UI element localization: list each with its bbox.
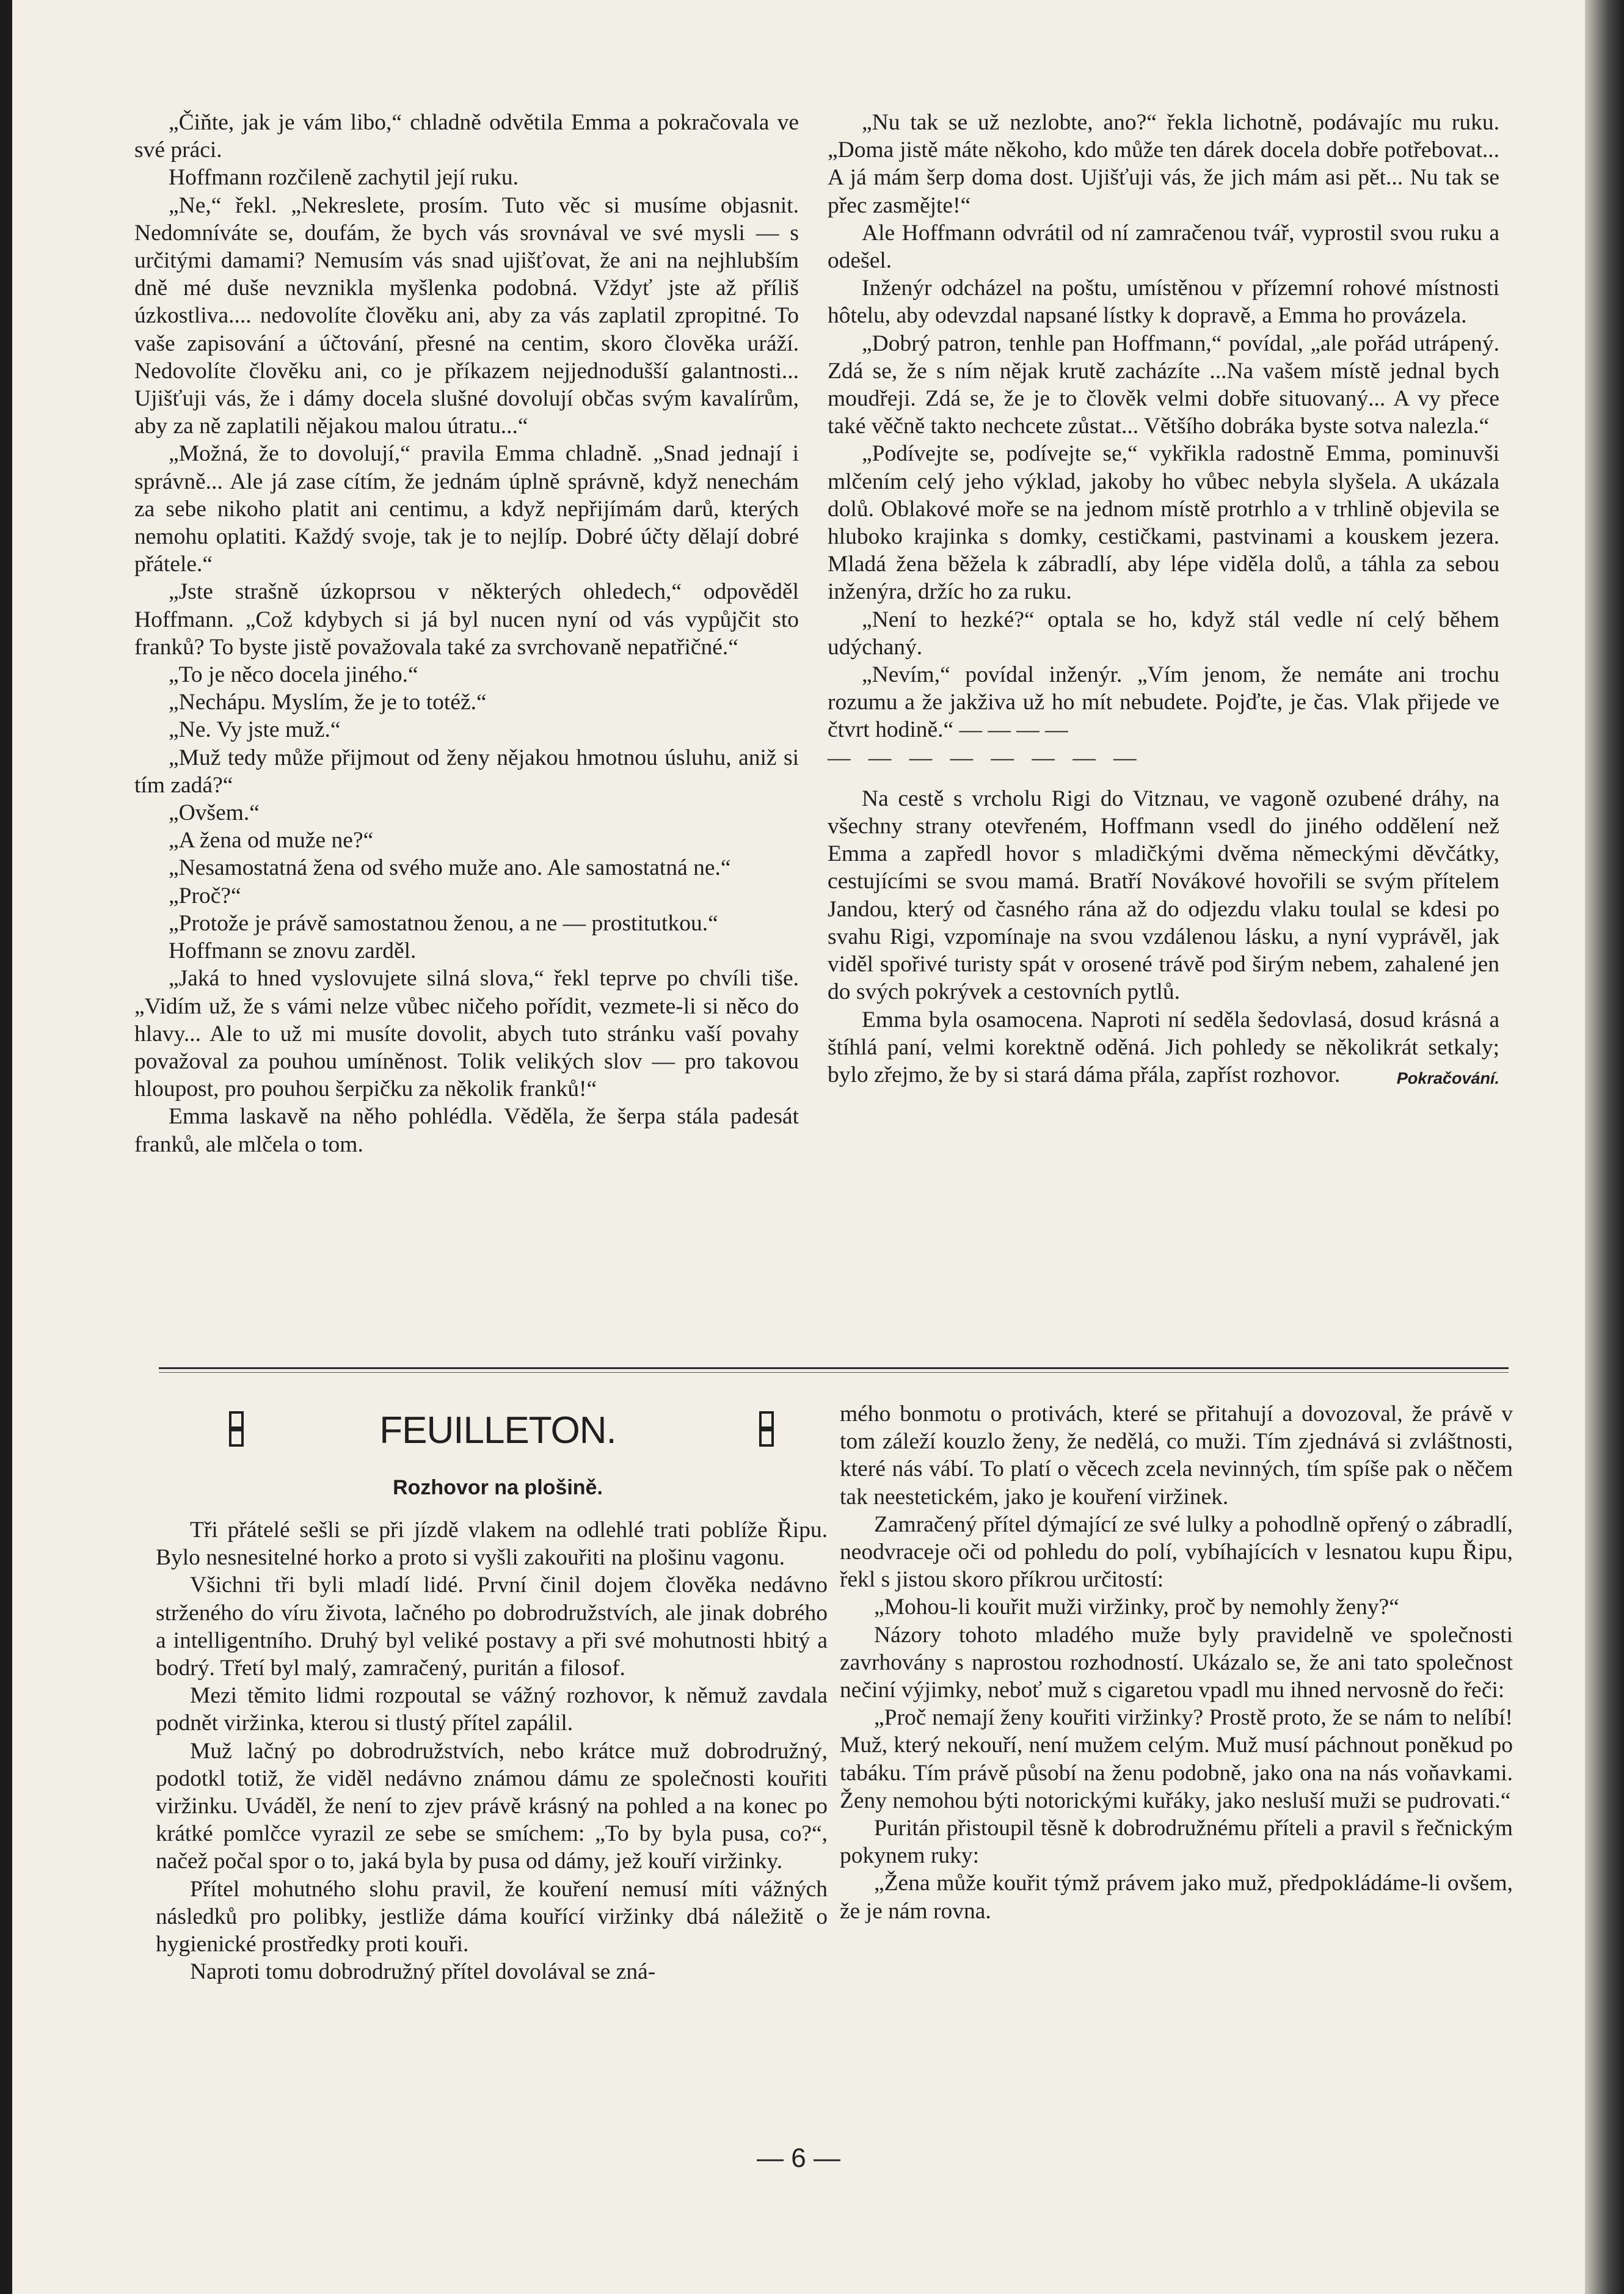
paragraph: „Jste strašně úzkoprsou v některých ohledech,“ odpověděl Hoffmann. „Což kdybych si já byl nucen nyní od vás vypůjčit sto franků? To byste jistě považovala také za svrchovaně nepatřičné.“ bbox=[134, 579, 799, 660]
section-divider bbox=[159, 1367, 1509, 1369]
feuilleton-header bbox=[217, 1405, 779, 1460]
paragraph: Puritán přistoupil těsně k dobrodružnému příteli a pravil s řečnickým pokynem ruky: bbox=[840, 1816, 1513, 1869]
paragraph: „Není to hezké?“ optala se ho, když stál vedle ní celý během udýchaný. bbox=[828, 607, 1499, 660]
paragraph: „A žena od muže ne?“ bbox=[169, 828, 374, 853]
newspaper-page bbox=[12, 0, 1585, 2294]
paragraph: Emma laskavě na něho pohlédla. Věděla, že šerpa stála padesát franků, ale mlčela o tom. bbox=[134, 1104, 799, 1157]
paragraph: „Jaká to hned vyslovujete silná slova,“ řekl teprve po chvíli tiše. „Vidím už, že s vámi nelze vůbec ničeho pořídit, vezmete-li si něco do hlavy... Ale to už mi musíte dovolit, abych tuto stránku vaší povahy považoval za pouhou umíněnost. Tolik velikých slov — pro takovou hloupost, pro pouhou šerpičku za několik franků!“ bbox=[134, 966, 799, 1102]
paragraph: „Ne. Vy jste muž.“ bbox=[169, 717, 341, 743]
paragraph: „Muž tedy může přijmout od ženy nějakou hmotnou úsluhu, aniž si tím zadá?“ bbox=[134, 745, 799, 798]
paragraph: „Mohou-li kouřit muži viržinky, proč by nemohly ženy?“ bbox=[874, 1594, 1399, 1620]
novel-column-right bbox=[828, 109, 1499, 1092]
paragraph: „Protože je právě samostatnou ženou, a ne — prostitutkou.“ bbox=[169, 910, 718, 936]
paragraph: „To je něco docela jiného.“ bbox=[169, 662, 418, 688]
paragraph: Názory tohoto mladého muže byly pravidelně ve společnosti zavrhovány s naprostou rozhodností. Ukázalo se, že ani tato společnost nečiní výjimky, neboť muž s cigaretou vpadl mu ihned nervosně do řeči: bbox=[840, 1622, 1513, 1703]
paragraph: Ale Hoffmann odvrátil od ní zamračenou tvář, vyprostil svou ruku a odešel. bbox=[828, 220, 1499, 274]
paragraph: „Podívejte se, podívejte se,“ vykřikla radostně Emma, pominuvši mlčením celý jeho výklad, jakoby ho vůbec nebyla slyšela. A ukázala dolů. Oblakové moře se na jednom místě protrhlo a v trhlině objevila se hluboko krajinka s domky, cestičkami, pastvinami a kouskem jezera. Mladá žena běžela k zábradlí, aby lépe viděla dolů, a táhla za sebou inženýra, držíc ho za ruku. bbox=[828, 441, 1499, 605]
paragraph: Naproti tomu dobrodružný přítel dovolával se zná- bbox=[190, 1959, 656, 1985]
paragraph: „Proč?“ bbox=[169, 883, 241, 908]
novel-column-left bbox=[134, 109, 799, 1158]
paragraph: „Nu tak se už nezlobte, ano?“ řekla lichotně, podávajíc mu ruku. „Doma jistě máte někoho, kdo může ten dárek docela dobře potřebovat... A já mám šerp doma dost. Ujišťuji vás, že jich mám asi pět... Nu tak se přec zasmějte!“ bbox=[828, 110, 1499, 218]
paragraph: „Ovšem.“ bbox=[169, 800, 260, 826]
feuilleton-column-right bbox=[840, 1400, 1513, 1925]
paragraph: „Možná, že to dovolují,“ pravila Emma chladně. „Snad jednají i správně... Ale já zase cítím, že jednám úplně správně, když nenechám za sebe nikoho platit ani centimu, a když nepřijímám darů, kterých nemohu oplatiti. Každý svoje, tak je to nejlíp. Dobré účty dělají dobré přátele.“ bbox=[134, 441, 799, 577]
paragraph: Zamračený přítel dýmající ze své lulky a pohodlně opřený o zábradlí, neodvraceje oči od pohledu do polí, vybíhajících v lesnatou kupu Řipu, řekl s jistou skoro příkrou určitostí: bbox=[840, 1511, 1513, 1593]
paragraph: „Nesamostatná žena od svého muže ano. Ale samostatná ne.“ bbox=[169, 855, 731, 881]
paragraph: mého bonmotu o protivách, které se přitahují a dovozoval, že právě v tom záleží kouzlo ženy, že nedělá, co muži. Tím zjednává si zvláštnosti, které nás vábí. To platí o věcech zcela nevinných, tím spíše pak o něčem tak neestetickém, jako je kouření viržinek. bbox=[840, 1401, 1513, 1510]
ornament-icon bbox=[759, 1411, 774, 1447]
paragraph: „Dobrý patron, tenhle pan Hoffmann,“ povídal, „ale pořád utrápený. Zdá se, že s ním nějak krutě zacházíte ...Na vašem místě jednal bych moudřeji. Zdá se, že je to člověk velmi dobře situovaný... A vy přece také věčně takto nechcete zůstat... Většího dobráka byste sotva nalezla.“ bbox=[828, 331, 1499, 439]
paragraph: „Čiňte, jak je vám libo,“ chladně odvětila Emma a pokračovala ve své práci. bbox=[134, 110, 799, 163]
paragraph: „Proč nemají ženy kouřiti viržinky? Prostě proto, že se nám to nelíbí! Muž, který nekouří, není mužem celým. Muž musí páchnout poněkud po tabáku. Tím právě působí na ženu podobně, jako ona na nás voňavkami. Ženy nemohou býti notorickými kuřáky, jako nesluší muži se pudrovati.“ bbox=[840, 1705, 1513, 1813]
paragraph: Na cestě s vrcholu Rigi do Vitznau, ve vagoně ozubené dráhy, na všechny strany otevřeném, Hoffmann vsedl do jiného oddělení než Emma a zapředl hovor s mladičkými dvěma německými děvčátky, cestujícími se svou mamá. Bratří Novákové hovořili se svým přítelem Jandou, který od časného rána až do odjezdu vlaku toulal se kdesi po svahu Rigi, vzpomínaje na svou vzdálenou lásku, a nyní vyprávěl, jak viděl spořivé turisty spát v orosené trávě pod širým nebem, zahalené jen do svých pokrývek a cestovních pytlů. bbox=[828, 786, 1499, 1005]
paragraph: Hoffmann rozčileně zachytil její ruku. bbox=[169, 165, 519, 191]
paragraph: „Ne,“ řekl. „Nekreslete, prosím. Tuto věc si musíme objasnit. Nedomníváte se, doufám, že bych vás srovnával ve své mysli — s určitými damami? Nemusím vás snad ujišťovat, že ani na nejhlubším dně mé duše nevznikla myšlenka podobná. Vždyť jste až příliš úzkostliva.... nedovolíte člověku ani, aby za vás zaplatil zpropitné. To vaše zapisování a účtování, přesné na centim, skoro člověka uráží. Nedovolíte člověku ani, co je příkazem nejjednodušší galantnosti... Ujišťuji vás, že i dámy docela slušné dovolují občas svým kavalírům, aby za ně zaplatili nějakou malou útratu...“ bbox=[134, 192, 799, 439]
section-divider-thin bbox=[159, 1372, 1509, 1373]
paragraph: Všichni tři byli mladí lidé. První činil dojem člověka nedávno strženého do víru života, lačného po dobrodružstvích, ale jinak dobrého a intelligentního. Druhý byl veliké postavy a při své mohutnosti hbitý a bodrý. Třetí byl malý, zamračený, puritán a filosof. bbox=[156, 1573, 828, 1681]
paragraph-text: Emma byla osamocena. Naproti ní seděla šedovlasá, dosud krásná a štíhlá paní, velmi korektně oděná. Jich pohledy se několikrát setkaly; bylo zřejmo, že by si stará dáma přála, zapříst rozhovor. bbox=[828, 1007, 1499, 1087]
paragraph: Muž lačný po dobrodružstvích, nebo krátce muž dobrodružný, podotkl totiž, že viděl nedávno známou dámu ze společnosti kouřiti viržinku. Uváděl, že není to zjev právě krásný na pohled a na konec po krátké pomlčce vyrazil ze sebe se smíchem: „To by byla pusa, co?“, načež počal spor o to, jaká byla by pusa od dámy, jež kouří viržinky. bbox=[156, 1738, 828, 1874]
paragraph bbox=[828, 1006, 1499, 1089]
page-number: — 6 — bbox=[757, 2143, 840, 2173]
paragraph: „Žena může kouřit týmž právem jako muž, předpokládáme-li ovšem, že je nám rovna. bbox=[840, 1871, 1513, 1924]
continued-label: Pokračování. bbox=[1396, 1068, 1499, 1087]
paragraph: Hoffmann se znovu zarděl. bbox=[169, 938, 417, 964]
paragraph: Mezi těmito lidmi rozpoutal se vážný rozhovor, k němuž zavdala podnět viržinka, kterou si tlustý přítel zapálil. bbox=[156, 1683, 828, 1736]
feuilleton-subtitle: Rozhovor na plošině. bbox=[393, 1476, 603, 1499]
paragraph: „Nechápu. Myslím, že je to totéž.“ bbox=[169, 690, 487, 715]
paragraph: Přítel mohutného slohu pravil, že kouření nemusí míti vážných následků pro polibky, jestliže dáma kouřící viržinky dbá náležitě o hygienické prostředky proti kouři. bbox=[156, 1876, 828, 1957]
section-break-dashes: — — — — — — — — bbox=[828, 745, 1143, 770]
paragraph: Tři přátelé sešli se při jízdě vlakem na odlehlé trati poblíže Řipu. Bylo nesnesitelné horko a proto si vyšli zakouřiti na plošinu vagonu. bbox=[156, 1518, 828, 1571]
feuilleton-column-left bbox=[156, 1516, 828, 1985]
paragraph: Inženýr odcházel na poštu, umístěnou v přízemní rohové místnosti hôtelu, aby odevzdal napsané lístky k dopravě, a Emma ho provázela. bbox=[828, 276, 1499, 329]
feuilleton-title: FEUILLETON. bbox=[379, 1409, 616, 1452]
paragraph: „Nevím,“ povídal inženýr. „Vím jenom, že nemáte ani trochu rozumu a že jakživa už ho mít nebudete. Pojďte, je čas. Vlak přijede ve čtvrt hodině.“ — — — — bbox=[828, 662, 1499, 743]
page-edge-shadow bbox=[1585, 0, 1624, 2294]
